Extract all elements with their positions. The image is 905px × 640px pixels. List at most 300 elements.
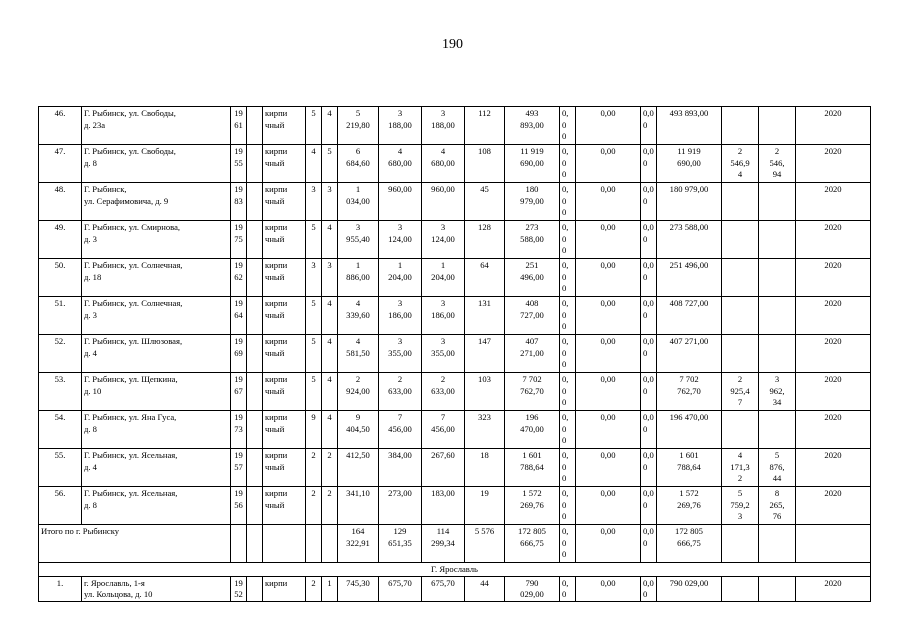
- total-area-text: 2: [355, 374, 361, 384]
- total-area: [338, 297, 379, 335]
- empty-cell: [796, 525, 871, 563]
- cost-sum: [657, 221, 722, 259]
- repair-cost-text: 271,00: [520, 347, 544, 358]
- residents-text: 103: [478, 374, 491, 384]
- zero-2-text: 0,00: [600, 108, 616, 118]
- wall-material-text: чный: [265, 195, 285, 206]
- total-area-text: 412,50: [346, 450, 370, 460]
- unit-cost-2-text: 876,: [769, 461, 785, 472]
- build-year: [231, 411, 247, 449]
- residents-text: 131: [478, 298, 491, 308]
- wall-material: [263, 221, 306, 259]
- total-area: [338, 335, 379, 373]
- unit-cost-2: [759, 411, 796, 449]
- build-year-text: 19: [234, 412, 243, 422]
- zero-2: [576, 449, 641, 487]
- empty-cell: [247, 297, 263, 335]
- zero-2: [576, 221, 641, 259]
- floors: [306, 487, 322, 525]
- entrances-text: 1: [327, 577, 332, 588]
- row-number: [39, 297, 82, 335]
- entrances: [322, 259, 338, 297]
- row-number: [39, 487, 82, 525]
- total-area: [338, 449, 379, 487]
- table-row: [39, 107, 871, 145]
- floors-text: 2: [311, 488, 316, 498]
- row-number-text: 54.: [54, 412, 66, 422]
- wall-material-text: кирпи: [265, 577, 288, 588]
- row-number: [39, 411, 82, 449]
- zero-1: [560, 297, 576, 335]
- unit-cost-2: [759, 335, 796, 373]
- area-b: [422, 183, 465, 221]
- zero-2-text: 0,00: [600, 526, 616, 536]
- cost-sum-text: 666,75: [677, 537, 701, 548]
- table-row: [39, 183, 871, 221]
- zero-3-text: 0: [643, 195, 648, 206]
- residents: [465, 373, 505, 411]
- floors-text: 9: [311, 412, 316, 422]
- area-b-text: 2: [440, 374, 446, 384]
- unit-cost-2-text: 2: [774, 146, 780, 156]
- residents: [465, 183, 505, 221]
- address-text: д. 8: [84, 423, 97, 434]
- unit-cost-1: [722, 259, 759, 297]
- cost-sum: [657, 145, 722, 183]
- zero-2-text: 0,00: [600, 450, 616, 460]
- area-b: [422, 411, 465, 449]
- cost-sum-text: 690,00: [677, 157, 701, 168]
- area-a-text: 355,00: [388, 347, 412, 358]
- cost-sum-text: 1 601: [679, 450, 699, 460]
- build-year-text: 57: [234, 461, 243, 472]
- address-text: Г. Рыбинск, ул. Ясельная,: [84, 488, 178, 498]
- empty-cell: [231, 525, 247, 563]
- empty-cell: [322, 525, 338, 563]
- floors-text: 4: [311, 146, 316, 156]
- area-b: [422, 145, 465, 183]
- residents: [465, 297, 505, 335]
- empty-cell: [759, 525, 796, 563]
- build-year-text: 19: [234, 298, 243, 308]
- zero-3: [641, 259, 657, 297]
- zero-1: [560, 373, 576, 411]
- empty-cell: [263, 525, 306, 563]
- area-b-text: 114: [436, 526, 450, 536]
- entrances: [322, 373, 338, 411]
- address: [82, 411, 231, 449]
- unit-cost-1: [722, 221, 759, 259]
- plan-year: [796, 335, 871, 373]
- area-a: [379, 297, 422, 335]
- empty-cell: [247, 449, 263, 487]
- area-a: [379, 373, 422, 411]
- repair-cost: [505, 449, 560, 487]
- zero-3-text: 0,0: [643, 488, 654, 498]
- floors-text: 5: [311, 222, 316, 232]
- area-a-text: 129: [393, 526, 407, 536]
- area-b-text: 355,00: [431, 347, 455, 358]
- area-a-text: 4: [397, 146, 403, 156]
- zero-2-text: 0,00: [600, 298, 616, 308]
- repair-cost: [505, 297, 560, 335]
- build-year-text: 56: [234, 499, 243, 510]
- empty-cell: [247, 487, 263, 525]
- cost-sum-text: 196 470,00: [669, 412, 709, 422]
- area-a-text: 633,00: [388, 385, 412, 396]
- repair-cost-text: 1 601: [522, 450, 542, 460]
- unit-cost-1: [722, 145, 759, 183]
- zero-1-text: 0: [562, 359, 567, 370]
- unit-cost-2: [759, 576, 796, 601]
- area-a-text: 186,00: [388, 309, 412, 320]
- table-row: [39, 576, 871, 601]
- zero-1: [560, 487, 576, 525]
- zero-3-text: 0: [643, 589, 648, 600]
- unit-cost-2-text: 962,: [769, 385, 785, 396]
- plan-year-text: 2020: [824, 260, 842, 270]
- area-b-text: 299,34: [431, 537, 455, 548]
- total-area: [338, 183, 379, 221]
- area-a-text: 680,00: [388, 157, 412, 168]
- unit-cost-1-text: 759,2: [730, 499, 750, 510]
- entrances: [322, 107, 338, 145]
- unit-cost-1: [722, 183, 759, 221]
- unit-cost-1-text: 4: [737, 169, 743, 180]
- floors-text: 5: [311, 374, 316, 384]
- wall-material-text: кирпи: [265, 450, 288, 460]
- zero-3: [641, 449, 657, 487]
- residents: [465, 487, 505, 525]
- area-a-text: 456,00: [388, 423, 412, 434]
- build-year-text: 62: [234, 271, 243, 282]
- floors-text: 5: [311, 108, 316, 118]
- build-year: [231, 449, 247, 487]
- build-year-text: 19: [234, 184, 243, 194]
- zero-2-text: 0,00: [600, 412, 616, 422]
- build-year-text: 55: [234, 157, 243, 168]
- zero-1-text: 0: [562, 245, 567, 256]
- floors: [306, 449, 322, 487]
- total-area-text: 3: [355, 222, 361, 232]
- cost-sum-text: 408 727,00: [669, 298, 709, 308]
- area-b-text: 3: [440, 336, 446, 346]
- zero-2: [576, 487, 641, 525]
- entrances: [322, 183, 338, 221]
- total-area: [338, 145, 379, 183]
- total-area: [338, 373, 379, 411]
- residents-text: 112: [478, 108, 491, 118]
- build-year-text: 19: [234, 108, 243, 118]
- area-a: [379, 145, 422, 183]
- address: [82, 221, 231, 259]
- residents-text: 19: [480, 488, 489, 498]
- unit-cost-2: [759, 107, 796, 145]
- zero-1-text: 0,: [562, 184, 569, 194]
- repair-cost-text: 893,00: [520, 119, 544, 130]
- zero-3: [641, 145, 657, 183]
- residents: [465, 449, 505, 487]
- build-year: [231, 259, 247, 297]
- build-year-text: 19: [234, 488, 243, 498]
- zero-3: [641, 411, 657, 449]
- repair-cost-text: 269,76: [520, 499, 544, 510]
- repair-cost-text: 172 805: [518, 526, 546, 536]
- zero-2-text: 0,00: [600, 577, 616, 588]
- address: [82, 449, 231, 487]
- zero-3-text: 0,0: [643, 146, 654, 156]
- repair-cost-text: 493: [525, 108, 539, 118]
- area-a-text: 124,00: [388, 233, 412, 244]
- cost-sum-text: 273 588,00: [669, 222, 709, 232]
- address-text: ул. Серафимовича, д. 9: [84, 195, 169, 206]
- zero-2: [576, 525, 641, 563]
- entrances-text: 3: [327, 260, 332, 270]
- zero-1-text: 0: [562, 435, 567, 446]
- zero-3-text: 0,0: [643, 260, 654, 270]
- entrances: [322, 411, 338, 449]
- row-number: [39, 449, 82, 487]
- cost-sum: [657, 525, 722, 563]
- table-row: [39, 411, 871, 449]
- cost-sum-text: 762,70: [677, 385, 701, 396]
- zero-3-text: 0,0: [643, 450, 654, 460]
- zero-1: [560, 411, 576, 449]
- area-a: [379, 411, 422, 449]
- area-a-text: 960,00: [388, 184, 412, 194]
- unit-cost-1-text: 925,4: [730, 385, 750, 396]
- wall-material: [263, 107, 306, 145]
- entrances-text: 4: [327, 298, 332, 308]
- zero-1: [560, 221, 576, 259]
- row-number-text: 1.: [56, 577, 64, 588]
- zero-3-text: 0,0: [643, 336, 654, 346]
- area-a: [379, 107, 422, 145]
- address-text: г. Ярославль, 1-я: [84, 577, 145, 588]
- area-a: [379, 576, 422, 601]
- repair-cost-text: 788,64: [520, 461, 544, 472]
- plan-year-text: 2020: [824, 184, 842, 194]
- area-b-text: 183,00: [431, 488, 455, 498]
- zero-1: [560, 525, 576, 563]
- zero-1-text: 0,: [562, 108, 569, 118]
- address-text: д. 8: [84, 499, 97, 510]
- repair-cost-text: 196: [525, 412, 539, 422]
- zero-2: [576, 259, 641, 297]
- unit-cost-1-text: 2: [737, 374, 743, 384]
- build-year-text: 19: [234, 336, 243, 346]
- entrances-text: 4: [327, 374, 332, 384]
- cost-sum-text: 7 702: [679, 374, 699, 384]
- zero-3-text: 0,0: [643, 577, 654, 588]
- floors: [306, 411, 322, 449]
- row-number: [39, 221, 82, 259]
- zero-3-text: 0,0: [643, 184, 654, 194]
- plan-year-text: 2020: [824, 146, 842, 156]
- plan-year: [796, 411, 871, 449]
- floors-text: 2: [311, 450, 316, 460]
- total-area-text: 164: [351, 526, 365, 536]
- wall-material: [263, 145, 306, 183]
- cost-sum-text: 493 893,00: [669, 108, 709, 118]
- total-area-text: 6: [355, 146, 361, 156]
- row-number-text: 55.: [54, 450, 66, 460]
- repair-cost-text: 407: [525, 336, 539, 346]
- unit-cost-2: [759, 373, 796, 411]
- unit-cost-1-text: 2: [737, 473, 743, 484]
- wall-material: [263, 259, 306, 297]
- wall-material: [263, 449, 306, 487]
- entrances-text: 2: [327, 488, 332, 498]
- floors: [306, 373, 322, 411]
- zero-1-text: 0: [562, 207, 567, 218]
- plan-year: [796, 297, 871, 335]
- area-a: [379, 525, 422, 563]
- residents: [465, 107, 505, 145]
- repair-cost-text: 690,00: [520, 157, 544, 168]
- cost-sum-text: 11 919: [677, 146, 701, 156]
- row-number: [39, 335, 82, 373]
- unit-cost-2: [759, 145, 796, 183]
- build-year: [231, 107, 247, 145]
- cost-sum: [657, 373, 722, 411]
- zero-3-text: 0: [643, 461, 648, 472]
- plan-year: [796, 259, 871, 297]
- total-area-text: 1: [355, 260, 361, 270]
- empty-cell: [247, 411, 263, 449]
- area-b-text: 188,00: [431, 119, 455, 130]
- zero-1-text: 0: [562, 131, 567, 142]
- area-b-text: 456,00: [431, 423, 455, 434]
- address-text: д. 18: [84, 271, 102, 282]
- total-row: [39, 525, 871, 563]
- total-area-text: 684,60: [346, 157, 370, 168]
- row-number-text: 51.: [54, 298, 66, 308]
- zero-3-text: 0: [643, 537, 648, 548]
- floors: [306, 183, 322, 221]
- area-a-text: 3: [397, 108, 403, 118]
- address: [82, 373, 231, 411]
- zero-1-text: 0,: [562, 450, 569, 460]
- unit-cost-2: [759, 259, 796, 297]
- unit-cost-1-text: 7: [737, 397, 743, 408]
- zero-3-text: 0: [643, 347, 648, 358]
- residents-text: 147: [478, 336, 491, 346]
- total-area-text: 745,30: [346, 577, 370, 588]
- plan-year: [796, 183, 871, 221]
- empty-cell: [306, 525, 322, 563]
- wall-material-text: чный: [265, 157, 285, 168]
- zero-3-text: 0,0: [643, 222, 654, 232]
- unit-cost-2-text: 3: [774, 374, 780, 384]
- area-b-text: 3: [440, 108, 446, 118]
- wall-material: [263, 335, 306, 373]
- unit-cost-1-text: 2: [737, 146, 743, 156]
- wall-material-text: чный: [265, 309, 285, 320]
- area-a: [379, 487, 422, 525]
- zero-1-text: 0: [562, 119, 567, 130]
- floors: [306, 335, 322, 373]
- entrances: [322, 576, 338, 601]
- unit-cost-2: [759, 183, 796, 221]
- repair-cost-text: 273: [525, 222, 539, 232]
- plan-year-text: 2020: [824, 412, 842, 422]
- cost-sum-text: 407 271,00: [669, 336, 709, 346]
- zero-1-text: 0: [562, 283, 567, 294]
- zero-3: [641, 221, 657, 259]
- entrances-text: 4: [327, 108, 332, 118]
- zero-1-text: 0: [562, 157, 567, 168]
- cost-sum-text: 1 572: [679, 488, 699, 498]
- plan-year-text: 2020: [824, 108, 842, 118]
- zero-1-text: 0: [562, 195, 567, 206]
- plan-year-text: 2020: [824, 222, 842, 232]
- zero-3-text: 0,0: [643, 108, 654, 118]
- zero-1-text: 0,: [562, 526, 569, 536]
- area-b: [422, 259, 465, 297]
- zero-1-text: 0: [562, 385, 567, 396]
- area-a-text: 3: [397, 336, 403, 346]
- empty-cell: [247, 107, 263, 145]
- residents-text: 108: [478, 146, 491, 156]
- total-area: [338, 487, 379, 525]
- address-text: Г. Рыбинск, ул. Яна Гуса,: [84, 412, 177, 422]
- zero-1-text: 0: [562, 589, 567, 600]
- wall-material-text: кирпи: [265, 108, 288, 118]
- total-area-text: 219,80: [346, 119, 370, 130]
- entrances-text: 4: [327, 412, 332, 422]
- wall-material: [263, 411, 306, 449]
- address-text: ул. Кольцова, д. 10: [84, 589, 153, 600]
- unit-cost-2-text: 265,: [769, 499, 785, 510]
- address-text: Г. Рыбинск, ул. Шлюзовая,: [84, 336, 183, 346]
- unit-cost-2-text: 546,: [769, 157, 785, 168]
- area-b-text: 3: [440, 222, 446, 232]
- area-a: [379, 183, 422, 221]
- address-text: Г. Рыбинск, ул. Солнечная,: [84, 298, 183, 308]
- repair-cost-text: 1 572: [522, 488, 542, 498]
- total-area: [338, 107, 379, 145]
- unit-cost-2-text: 8: [774, 488, 780, 498]
- unit-cost-1: [722, 335, 759, 373]
- wall-material-text: кирпи: [265, 298, 288, 308]
- empty-cell: [247, 525, 263, 563]
- zero-2: [576, 576, 641, 601]
- area-a-text: 1: [397, 260, 403, 270]
- zero-1: [560, 259, 576, 297]
- row-number-text: 53.: [54, 374, 66, 384]
- row-number-text: 49.: [54, 222, 66, 232]
- repair-cost-text: 727,00: [520, 309, 544, 320]
- zero-1: [560, 183, 576, 221]
- empty-cell: [247, 576, 263, 601]
- plan-year-text: 2020: [824, 336, 842, 346]
- floors: [306, 297, 322, 335]
- build-year-text: 64: [234, 309, 243, 320]
- entrances: [322, 449, 338, 487]
- area-a: [379, 221, 422, 259]
- zero-3: [641, 107, 657, 145]
- area-a: [379, 259, 422, 297]
- residents-text: 5 576: [474, 526, 495, 536]
- address: [82, 297, 231, 335]
- total-area: [338, 259, 379, 297]
- build-year: [231, 373, 247, 411]
- plan-year-text: 2020: [824, 450, 842, 460]
- unit-cost-2: [759, 487, 796, 525]
- zero-2-text: 0,00: [600, 336, 616, 346]
- area-a-text: 3: [397, 298, 403, 308]
